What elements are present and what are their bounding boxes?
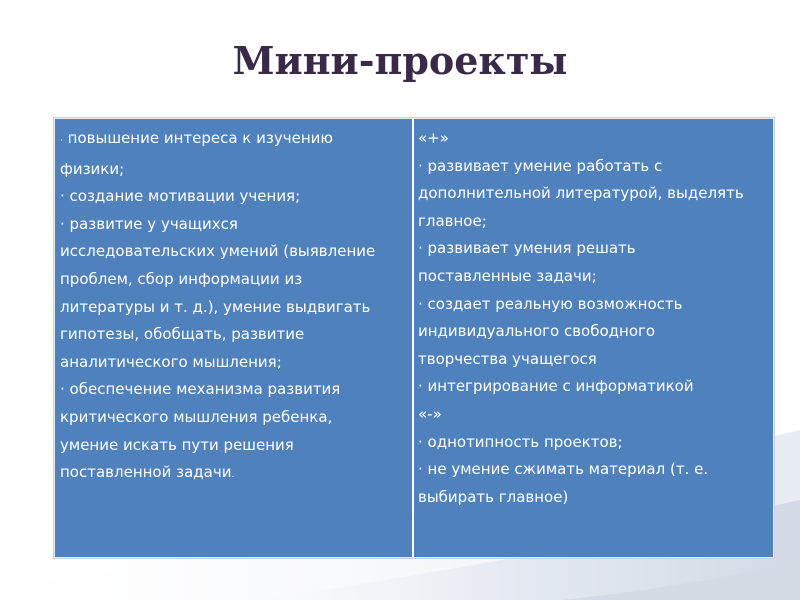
text-line: дополнительной литературой, выделять	[418, 184, 744, 203]
text-line: исследовательских умений (выявление	[60, 242, 376, 261]
bullet-marker: ·	[60, 136, 63, 146]
text-line: умение искать пути решения	[60, 435, 294, 454]
text-fragment: поставленной задачи	[60, 463, 232, 482]
text-line: творчества учащегося	[418, 349, 597, 368]
text-line: литературы и т. д.), умение выдвигать	[60, 297, 371, 316]
slide-title: Мини-проекты	[232, 38, 568, 83]
text-line: · создание мотивации учения;	[60, 187, 301, 206]
text-line: · не умение сжимать материал (т. е.	[418, 460, 709, 479]
text-line: · создает реальную возможность	[418, 294, 683, 313]
text-line: критического мышления ребенка,	[60, 407, 333, 426]
text-line: физики;	[60, 159, 125, 178]
section-marker-plus: «+»	[418, 129, 449, 147]
text-line: главное;	[418, 211, 487, 230]
text-fragment: повышение интереса к изучению	[67, 129, 334, 147]
text-line: гипотезы, обобщать, развитие	[60, 325, 305, 344]
text-line: · развивает умения решать	[418, 239, 636, 258]
text-line: аналитического мышления;	[60, 352, 282, 371]
text-line: · обеспечение механизма развития	[60, 380, 341, 399]
text-line: индивидуального свободного	[418, 322, 656, 341]
text-line: проблем, сбор информации из	[60, 269, 303, 288]
text-line	[60, 459, 410, 490]
text-line: · развивает умение работать с	[418, 156, 663, 175]
text-line: выбирать главное)	[418, 487, 569, 506]
text-line: · интегрирование с информатикой	[418, 377, 694, 396]
pros-cons-table	[54, 118, 774, 558]
right-column	[414, 119, 773, 557]
text-line: · развитие у учащихся	[60, 214, 238, 233]
text-line: · однотипность проектов;	[418, 432, 623, 451]
trailing-dot: .	[231, 470, 235, 481]
left-column	[55, 119, 412, 557]
section-marker-minus: «-»	[418, 404, 442, 423]
text-line: поставленные задачи;	[418, 266, 597, 285]
text-line	[60, 125, 410, 156]
